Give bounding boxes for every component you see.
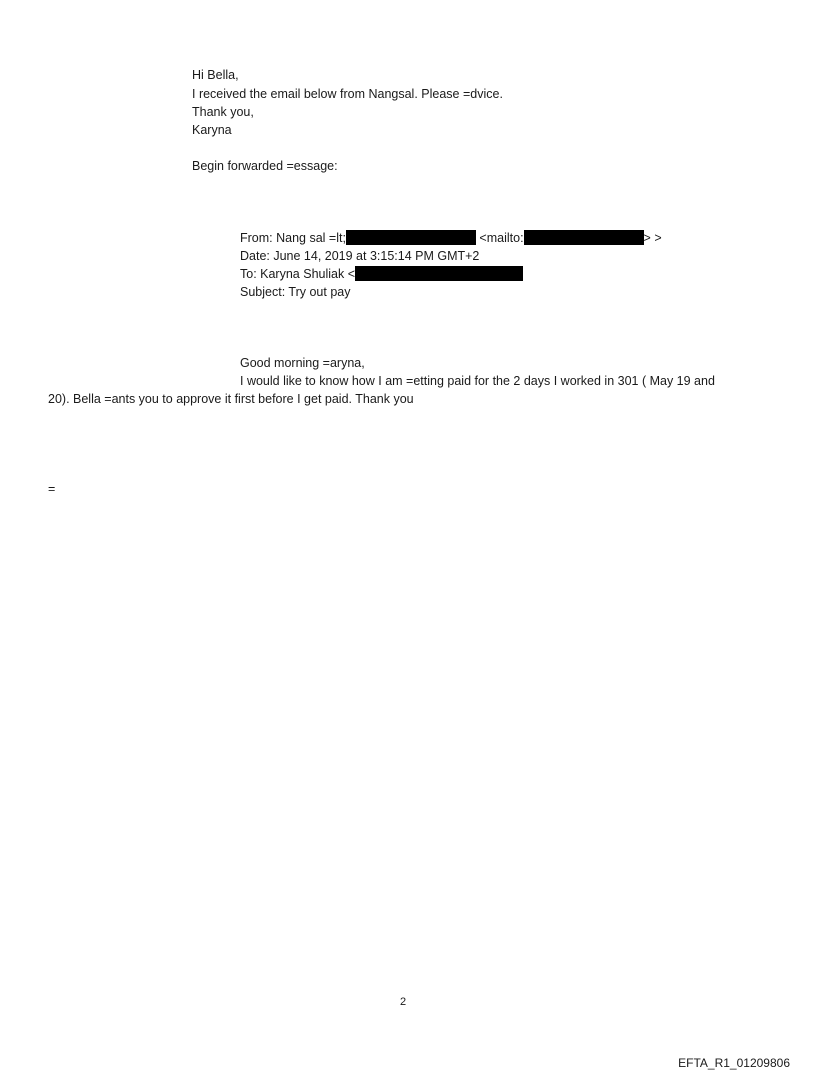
reply-signature: Karyna xyxy=(192,123,232,137)
forwarded-body-line-1: I would like to know how I am =etting paid for the 2 days I worked in 301 ( May 19 and xyxy=(240,374,715,388)
to-prefix: To: Karyna Shuliak < xyxy=(240,267,355,281)
from-prefix: From: Nang sal =lt; xyxy=(240,231,346,245)
redaction-block xyxy=(355,266,523,281)
reply-closing: Thank you, xyxy=(192,105,254,119)
forwarded-to-line xyxy=(240,266,523,282)
from-mid: <mailto: xyxy=(475,231,524,245)
redaction-block xyxy=(524,230,644,245)
reply-greeting: Hi Bella, xyxy=(192,68,239,82)
forwarded-from-line xyxy=(240,230,662,246)
redaction-block xyxy=(346,230,476,245)
document-id: EFTA_R1_01209806 xyxy=(678,1056,790,1070)
forwarded-date-line: Date: June 14, 2019 at 3:15:14 PM GMT+2 xyxy=(240,249,480,263)
forwarded-body-line-2: 20). Bella =ants you to approve it first before I get paid. Thank you xyxy=(48,392,414,406)
stray-equals-sign: = xyxy=(48,482,56,496)
forwarded-greeting: Good morning =aryna, xyxy=(240,356,365,370)
reply-body: I received the email below from Nangsal. Please =dvice. xyxy=(192,87,503,101)
forward-label: Begin forwarded =essage: xyxy=(192,159,338,173)
from-suffix: > > xyxy=(643,231,662,245)
page-number: 2 xyxy=(400,996,407,1008)
forwarded-subject-line: Subject: Try out pay xyxy=(240,285,351,299)
